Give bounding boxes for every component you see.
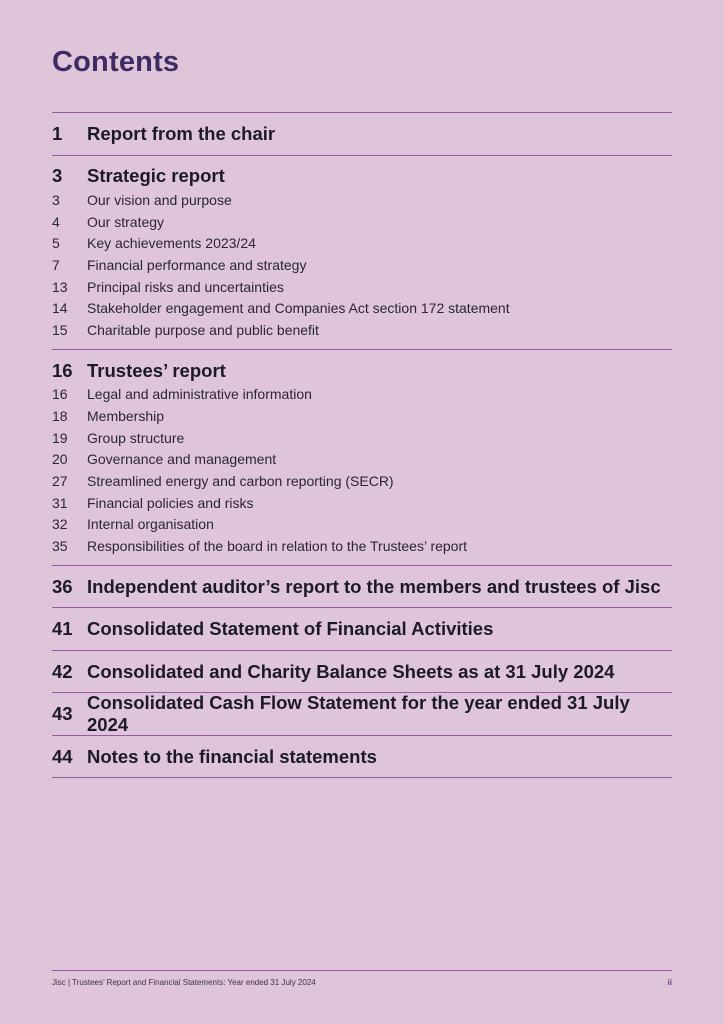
- toc-entry[interactable]: [52, 693, 672, 735]
- toc-sub-entry[interactable]: [52, 297, 672, 319]
- toc-entry-label: Report from the chair: [87, 122, 276, 144]
- toc-sub-entry-label: Key achievements 2023/24: [87, 235, 256, 252]
- toc-sub-page-number: 4: [52, 213, 60, 230]
- toc-entry-label: Trustees’ report: [87, 359, 226, 381]
- toc-entry-label: Strategic report: [87, 165, 225, 187]
- toc-sub-page-number: 5: [52, 235, 60, 252]
- toc-page-number: 16: [52, 359, 73, 381]
- toc-section: [52, 112, 672, 155]
- toc-entry-label: Consolidated Cash Flow Statement for the year ended 31 July 2024: [87, 692, 630, 736]
- toc-sub-entry[interactable]: [52, 211, 672, 233]
- toc-sub-entry[interactable]: [52, 448, 672, 470]
- toc-sub-entry[interactable]: [52, 492, 672, 514]
- toc-page-number: 41: [52, 618, 73, 640]
- toc-sub-page-number: 31: [52, 494, 68, 511]
- toc-sub-entry[interactable]: [52, 276, 672, 298]
- toc-section: [52, 155, 672, 349]
- toc-sub-entry-label: Charitable purpose and public benefit: [87, 321, 319, 338]
- toc-sub-entry[interactable]: [52, 535, 672, 557]
- page-title: Contents: [52, 46, 180, 78]
- toc-section: [52, 650, 672, 693]
- toc-sub-entry-label: Responsibilities of the board in relation to the Trustees’ report: [87, 537, 468, 554]
- table-of-contents: [52, 112, 672, 778]
- toc-page-number: 3: [52, 165, 63, 187]
- toc-sub-entry-label: Membership: [87, 407, 165, 424]
- toc-sub-entry-label: Financial policies and risks: [87, 494, 254, 511]
- toc-sub-entry-label: Principal risks and uncertainties: [87, 278, 284, 295]
- toc-entry-label: Independent auditor’s report to the members and trustees of Jisc: [87, 575, 661, 597]
- toc-sub-page-number: 18: [52, 407, 68, 424]
- toc-sub-entry[interactable]: [52, 513, 672, 535]
- toc-sub-entry-label: Our strategy: [87, 213, 165, 230]
- toc-sub-page-number: 13: [52, 278, 68, 295]
- toc-sub-page-number: 35: [52, 537, 68, 554]
- toc-section: [52, 349, 672, 565]
- toc-sub-page-number: 16: [52, 386, 68, 403]
- toc-sub-entry[interactable]: [52, 189, 672, 211]
- toc-entry[interactable]: [52, 566, 672, 608]
- toc-page-number: 42: [52, 660, 73, 682]
- toc-section: [52, 607, 672, 650]
- toc-section: [52, 565, 672, 608]
- toc-section: [52, 692, 672, 735]
- toc-entry[interactable]: [52, 736, 672, 778]
- toc-sub-entry[interactable]: [52, 254, 672, 276]
- toc-entry[interactable]: [52, 113, 672, 155]
- toc-sub-page-number: 27: [52, 472, 68, 489]
- toc-sub-entry[interactable]: [52, 427, 672, 449]
- toc-sub-page-number: 3: [52, 191, 60, 208]
- toc-sub-list: [52, 189, 672, 349]
- toc-sub-entry-label: Legal and administrative information: [87, 386, 312, 403]
- toc-sub-entry[interactable]: [52, 470, 672, 492]
- toc-page-number: 43: [52, 703, 73, 725]
- page-footer: [52, 970, 672, 987]
- toc-page-number: 36: [52, 575, 73, 597]
- toc-page-number: 44: [52, 745, 73, 767]
- toc-sub-page-number: 19: [52, 429, 68, 446]
- footer-page-number: ii: [667, 978, 672, 987]
- toc-sub-entry[interactable]: [52, 232, 672, 254]
- toc-sub-page-number: 7: [52, 256, 60, 273]
- toc-sub-page-number: 20: [52, 451, 68, 468]
- toc-sub-entry[interactable]: [52, 383, 672, 405]
- toc-sub-entry-label: Stakeholder engagement and Companies Act section 172 statement: [87, 300, 510, 317]
- toc-section: [52, 735, 672, 779]
- toc-sub-entry-label: Financial performance and strategy: [87, 256, 307, 273]
- footer-text: Jisc | Trustees’ Report and Financial Statements: Year ended 31 July 2024: [52, 978, 316, 987]
- toc-entry[interactable]: [52, 608, 672, 650]
- toc-page-number: 1: [52, 122, 63, 144]
- toc-sub-entry-label: Streamlined energy and carbon reporting (SECR): [87, 472, 394, 489]
- toc-sub-entry-label: Our vision and purpose: [87, 191, 232, 208]
- toc-sub-entry-label: Group structure: [87, 429, 185, 446]
- toc-entry-label: Notes to the financial statements: [87, 745, 377, 767]
- toc-sub-list: [52, 383, 672, 565]
- toc-sub-page-number: 14: [52, 300, 68, 317]
- toc-sub-entry[interactable]: [52, 319, 672, 341]
- toc-entry-label: Consolidated and Charity Balance Sheets as at 31 July 2024: [87, 660, 615, 682]
- toc-entry[interactable]: [52, 651, 672, 693]
- toc-sub-page-number: 15: [52, 321, 68, 338]
- toc-sub-entry-label: Governance and management: [87, 451, 277, 468]
- toc-sub-page-number: 32: [52, 516, 68, 533]
- toc-sub-entry-label: Internal organisation: [87, 516, 214, 533]
- toc-entry-label: Consolidated Statement of Financial Activities: [87, 618, 494, 640]
- toc-sub-entry[interactable]: [52, 405, 672, 427]
